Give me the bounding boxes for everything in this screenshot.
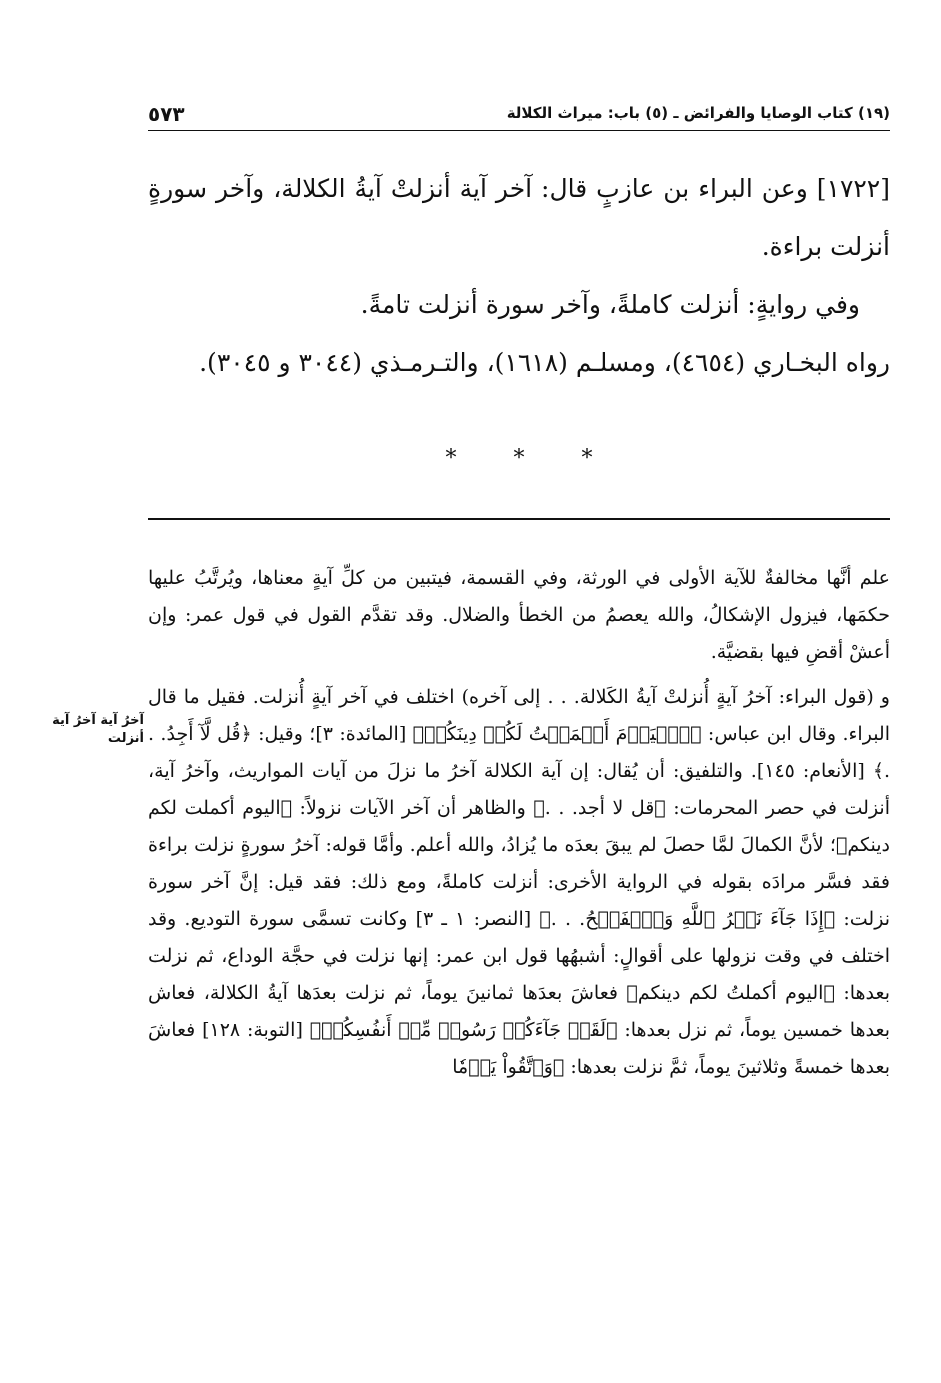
hadith-paragraph: [١٧٢٢] وعن البراء بن عازبٍ قال: آخر آية أنزلتْ آيةُ الكلالة، وآخر سورةٍ أنزلت براءة. bbox=[148, 174, 890, 261]
commentary-rule bbox=[148, 518, 890, 520]
hadith-sources: رواه البخـاري (٤٦٥٤)، ومسلـم (١٦١٨)، والتـرمـذي (٣٠٤٤ و ٣٠٤٥). bbox=[199, 348, 890, 377]
running-title: (١٩) كتاب الوصايا والفرائض ـ (٥) باب: ميراث الكلالة bbox=[506, 104, 890, 122]
section-separator: * * * bbox=[445, 446, 593, 471]
hadith-text bbox=[148, 160, 890, 392]
commentary-paragraph: و (قول البراء: آخرُ آيةٍ أُنزلتْ آيةُ الكَلالة. . . إلى آخره) اختلف في آخر آيةٍ أُنزلت. فقيل ما قال البراء. وقال ابن عباس: ﴿ٱلۡيَوۡمَ أَكۡمَلۡتُ لَكُمۡ دِينَكُمۡ﴾ [المائدة: ٣]؛ وقيل: ﴿قُل لَّآ أَجِدُ. . .﴾ [الأنعام: ١٤٥]. والتلفيق: أن يُقال: إن آية الكلالة آخرُ ما نزلَ من آيات المواريث، وآخرُ آية، أنزلت في حصر المحرمات: ﴿قل لا أجد. . .﴾ والظاهر أن آخر الآيات نزولاً: ﴿اليوم أكملت لكم دينكم﴾؛ لأنَّ الكمالَ لمَّا حصلَ لم يبقَ بعدَه ما يُزادُ، والله أعلم. وأمَّا قوله: آخرُ سورةٍ نزلت براءة فقد فسَّر مرادَه بقوله في الرواية الأخرى: أنزلت كاملةً، ومع ذلك: فقد قيل: إنَّ آخر سورة نزلت: ﴿إِذَا جَآءَ نَصۡرُ ٱللَّهِ وَٱلۡفَتۡحُ. . .﴾ [النصر: ١ ـ ٣] وكانت تسمَّى سورة التوديع. وقد اختلف في وقت نزولها على أقوالٍ: أشبهُها قول ابن عمر: إنها نزلت في حجَّة الوداع، ثم نزلت بعدها: ﴿اليوم أكملتُ لكم دينكم﴾ فعاشَ بعدَها ثمانينَ يوماً، ثم نزلت بعدَها آيةُ الكلالة، فعاش بعدها خمسين يوماً، ثم نزل بعدها: ﴿لَقَدۡ جَآءَكُمۡ رَسُولٞ مِّنۡ أَنفُسِكُمۡ﴾ [التوبة: ١٢٨] فعاشَ بعدها خمسةً وثلاثينَ يوماً، ثمَّ نزلت بعدها: ﴿وَٱتَّقُواْ يَوۡمٗا bbox=[148, 686, 891, 1078]
hadith-variant-narration: وفي روايةٍ: أنزلت كاملةً، وآخر سورة أنزلت تامةً. bbox=[360, 290, 860, 319]
header-rule bbox=[148, 130, 890, 131]
commentary-text bbox=[148, 560, 890, 1086]
page-header bbox=[148, 102, 890, 132]
page-number: ٥٧٣ bbox=[148, 102, 185, 126]
commentary-paragraph: علم أنَّها مخالفةٌ للآية الأولى في الورثة، وفي القسمة، فيتبين من كلِّ آيةٍ معناها، ويُرتَّبُ عليها حكمَها، فيزول الإشكالُ، والله يعصمُ من الخطأ والضلال. وقد تقدَّم القول في قول عمر: وإن أعشْ أقضِ فيها بقضيَّة. bbox=[148, 567, 890, 663]
margin-note: آخرُ آية آخرُ آية أنزلت bbox=[52, 713, 144, 746]
